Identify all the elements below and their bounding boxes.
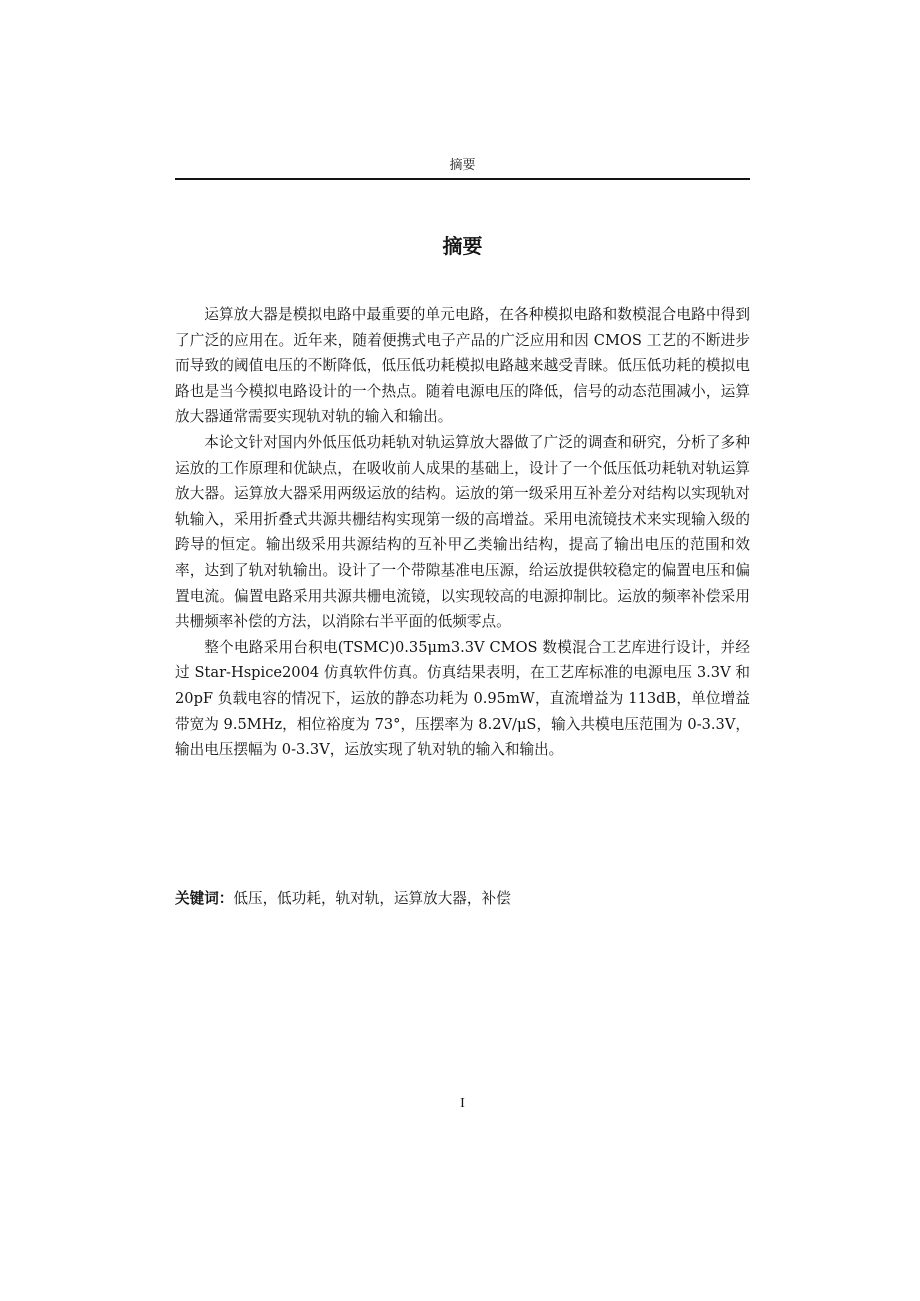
abstract-title: 摘要 <box>442 234 483 258</box>
keywords-label: 关键词： <box>175 890 234 907</box>
abstract-body <box>175 302 750 763</box>
keywords-line <box>175 886 750 911</box>
abstract-paragraph-2: 本论文针对国内外低压低功耗轨对轨运算放大器做了广泛的调查和研究，分析了多种运放的工作原理和优缺点，在吸收前人成果的基础上，设计了一个低压低功耗轨对轨运算放大器。运算放大器采用两级运放的结构。运放的第一级采用互补差分对结构以实现轨对轨输入，采用折叠式共源共栅结构实现第一级的高增益。采用电流镜技术来实现输入级的跨导的恒定。输出级采用共源结构的互补甲乙类输出结构，提高了输出电压的范围和效率，达到了轨对轨输出。设计了一个带隙基准电压源，给运放提供较稳定的偏置电压和偏置电流。偏置电路采用共源共栅电流镜，以实现较高的电源抑制比。运放的频率补偿采用共栅频率补偿的方法，以消除右半平面的低频零点。 <box>175 433 750 631</box>
keywords-text: 低压，低功耗，轨对轨，运算放大器，补偿 <box>233 890 511 907</box>
abstract-paragraph-3: 整个电路采用台积电(TSMC)0.35μm3.3V CMOS 数模混合工艺库进行设计，并经过 Star-Hspice2004 仿真软件仿真。仿真结果表明，在工艺库标准的电源电压 3.3V 和 20pF 负载电容的情况下，运放的静态功耗为 0.95mW，直流增益为 113dB，单位增益带宽为 9.5MHz，相位裕度为 73°，压摆率为 8.2V/μS，输入共模电压范围为 0-3.3V，输出电压摆幅为 0-3.3V，运放实现了轨对轨的输入和输出。 <box>175 638 750 759</box>
abstract-paragraph-1: 运算放大器是模拟电路中最重要的单元电路，在各种模拟电路和数模混合电路中得到了广泛的应用在。近年来，随着便携式电子产品的广泛应用和因 CMOS 工艺的不断进步而导致的阈值电压的不断降低，低压低功耗模拟电路越来越受青睐。低压低功耗的模拟电路也是当今模拟电路设计的一个热点。随着电源电压的降低，信号的动态范围减小，运算放大器通常需要实现轨对轨的输入和输出。 <box>175 306 750 426</box>
page-number: I <box>460 1096 465 1111</box>
running-header: 摘要 <box>449 158 476 173</box>
header-rule <box>175 178 750 180</box>
